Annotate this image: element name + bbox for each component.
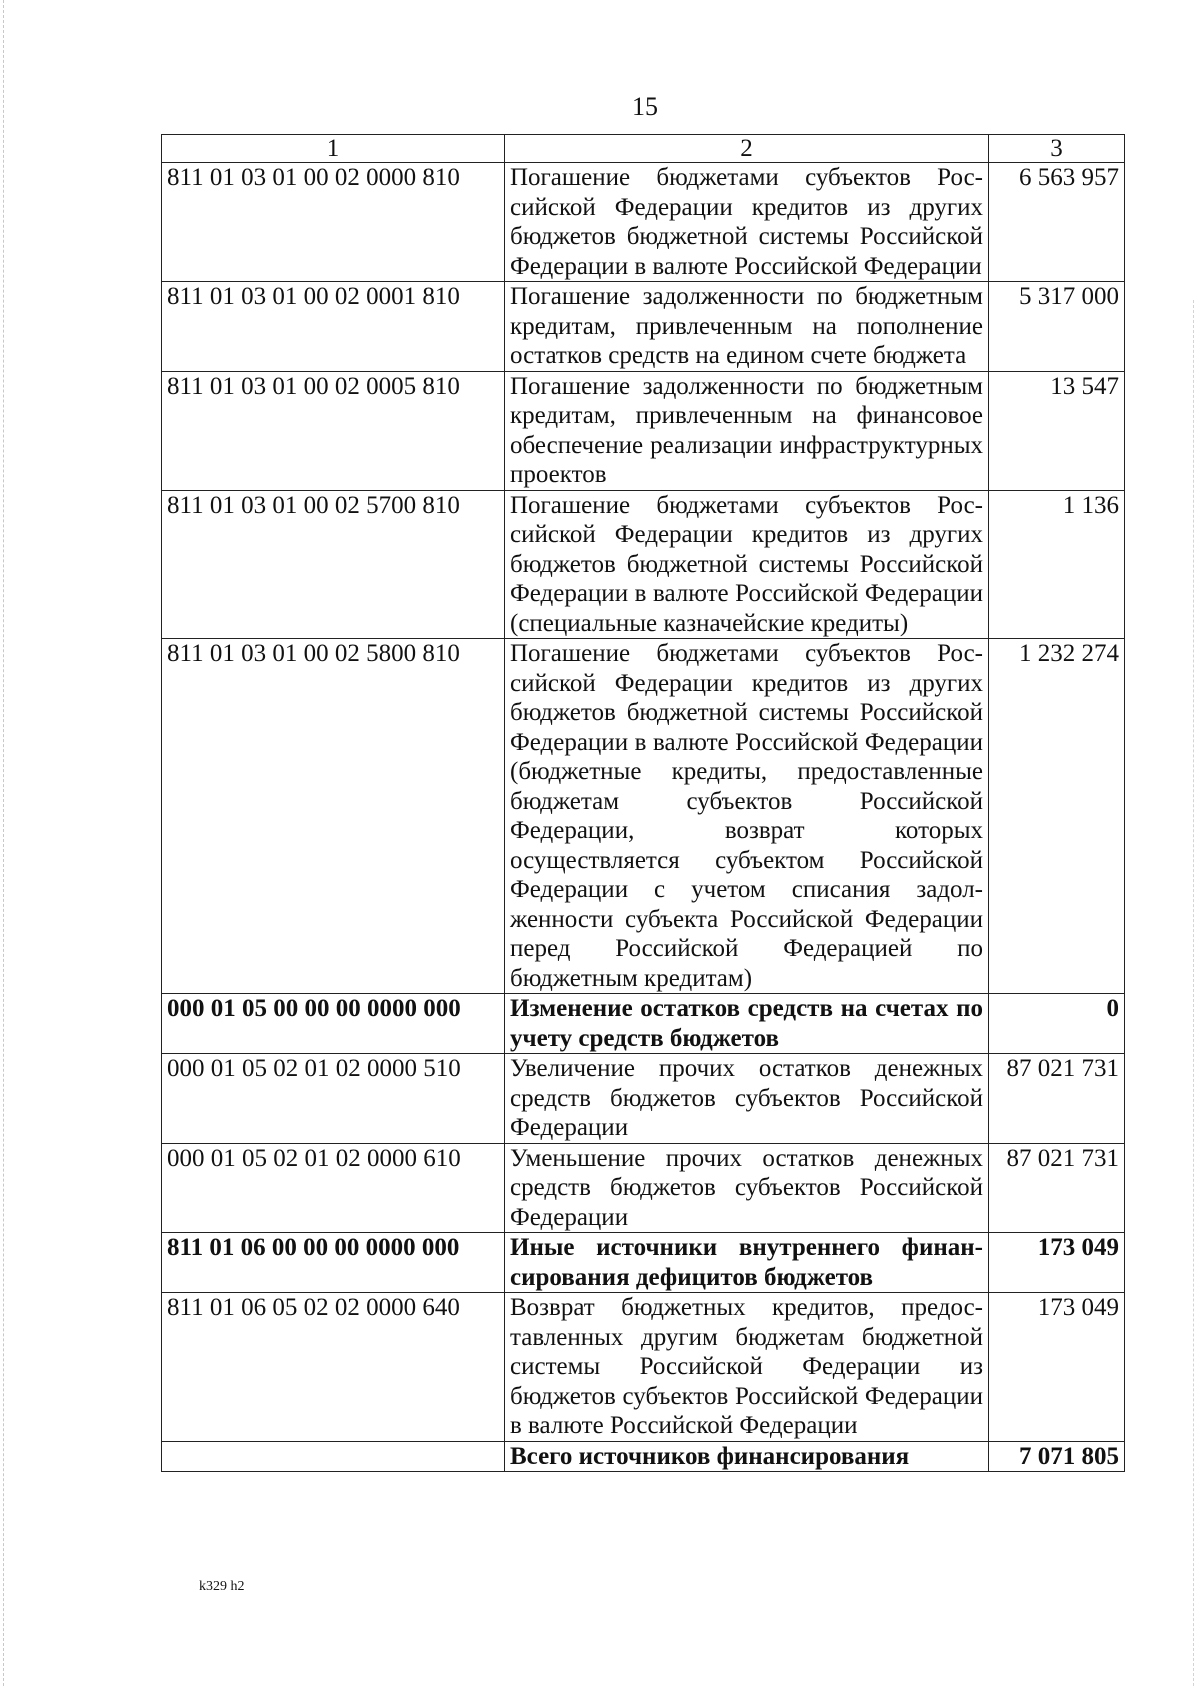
table-row [162, 490, 1125, 639]
table-row [162, 282, 1125, 372]
amount-cell: 173 049 [989, 1233, 1125, 1293]
code-cell: 000 01 05 02 01 02 0000 510 [162, 1054, 505, 1144]
description-cell: Погашение бюджетами субъектов Российской Федерации кредитов из других бюджетов бюджетной системы Российской Федерации в валюте Российской Федерации [505, 163, 989, 282]
financing-sources-table [161, 134, 1125, 1472]
scan-edge-left [3, 0, 4, 1686]
code-cell: 811 01 03 01 00 02 5700 810 [162, 490, 505, 639]
description-cell: Уменьшение прочих остатков денежных средств бюджетов субъектов Российской Федерации [505, 1143, 989, 1233]
table-row [162, 994, 1125, 1054]
code-cell [162, 1441, 505, 1472]
amount-cell: 6 563 957 [989, 163, 1125, 282]
amount-cell: 5 317 000 [989, 282, 1125, 372]
code-cell: 811 01 06 00 00 00 0000 000 [162, 1233, 505, 1293]
page-number: 15 [632, 92, 658, 121]
table-row [162, 1441, 1125, 1472]
column-header-1: 1 [162, 135, 505, 163]
table-row [162, 163, 1125, 282]
column-header-2: 2 [505, 135, 989, 163]
description-cell: Погашение задолженности по бюджетным кредитам, привлеченным на пополнение остатков средств на едином счете бюджета [505, 282, 989, 372]
table-header-row [162, 135, 1125, 163]
scan-edge-right [1193, 300, 1194, 1686]
code-cell: 811 01 03 01 00 02 5800 810 [162, 639, 505, 994]
code-cell: 811 01 03 01 00 02 0000 810 [162, 163, 505, 282]
column-header-3: 3 [989, 135, 1125, 163]
code-cell: 811 01 03 01 00 02 0005 810 [162, 371, 505, 490]
amount-cell: 87 021 731 [989, 1054, 1125, 1144]
description-cell: Увеличение прочих остатков денежных средств бюджетов субъектов Российской Федерации [505, 1054, 989, 1144]
description-cell: Погашение задолженности по бюджетным кредитам, привлеченным на финансовое обеспечение реализации инфраструктурных проектов [505, 371, 989, 490]
description-cell: Иные источники внутреннего финансирования дефицитов бюджетов [505, 1233, 989, 1293]
footer-code: k329 h2 [199, 1579, 245, 1594]
table-row [162, 1054, 1125, 1144]
description-cell: Изменение остатков средств на счетах по учету средств бюджетов [505, 994, 989, 1054]
description-cell: Погашение бюджетами субъектов Российской Федерации кредитов из других бюджетов бюджетной системы Российской Федерации в валюте Российской Федерации (специальные казначейские кредиты) [505, 490, 989, 639]
code-cell: 811 01 03 01 00 02 0001 810 [162, 282, 505, 372]
table-row [162, 1143, 1125, 1233]
amount-cell: 1 136 [989, 490, 1125, 639]
amount-cell: 13 547 [989, 371, 1125, 490]
table-row [162, 371, 1125, 490]
code-cell: 811 01 06 05 02 02 0000 640 [162, 1293, 505, 1442]
description-cell: Погашение бюджетами субъектов Российской Федерации кредитов из других бюджетов бюджетной системы Российской Федерации в валюте Российской Федерации (бюджетные кредиты, предоставленные бюджетам субъектов Российской Федерации, возврат которых осуществляется субъектом Российской Федерации с учетом списания задолженности субъекта Российской Федерации перед Российской Федерацией по бюджетным кредитам) [505, 639, 989, 994]
table-row [162, 639, 1125, 994]
amount-cell: 173 049 [989, 1293, 1125, 1442]
table-row [162, 1293, 1125, 1442]
description-cell: Возврат бюджетных кредитов, предоставленных другим бюджетам бюджетной системы Российской Федерации из бюджетов субъектов Российской Федерации в валюте Российской Федерации [505, 1293, 989, 1442]
table-row [162, 1233, 1125, 1293]
description-cell: Всего источников финансирования [505, 1441, 989, 1472]
amount-cell: 1 232 274 [989, 639, 1125, 994]
amount-cell: 0 [989, 994, 1125, 1054]
code-cell: 000 01 05 02 01 02 0000 610 [162, 1143, 505, 1233]
code-cell: 000 01 05 00 00 00 0000 000 [162, 994, 505, 1054]
amount-cell: 87 021 731 [989, 1143, 1125, 1233]
amount-cell: 7 071 805 [989, 1441, 1125, 1472]
